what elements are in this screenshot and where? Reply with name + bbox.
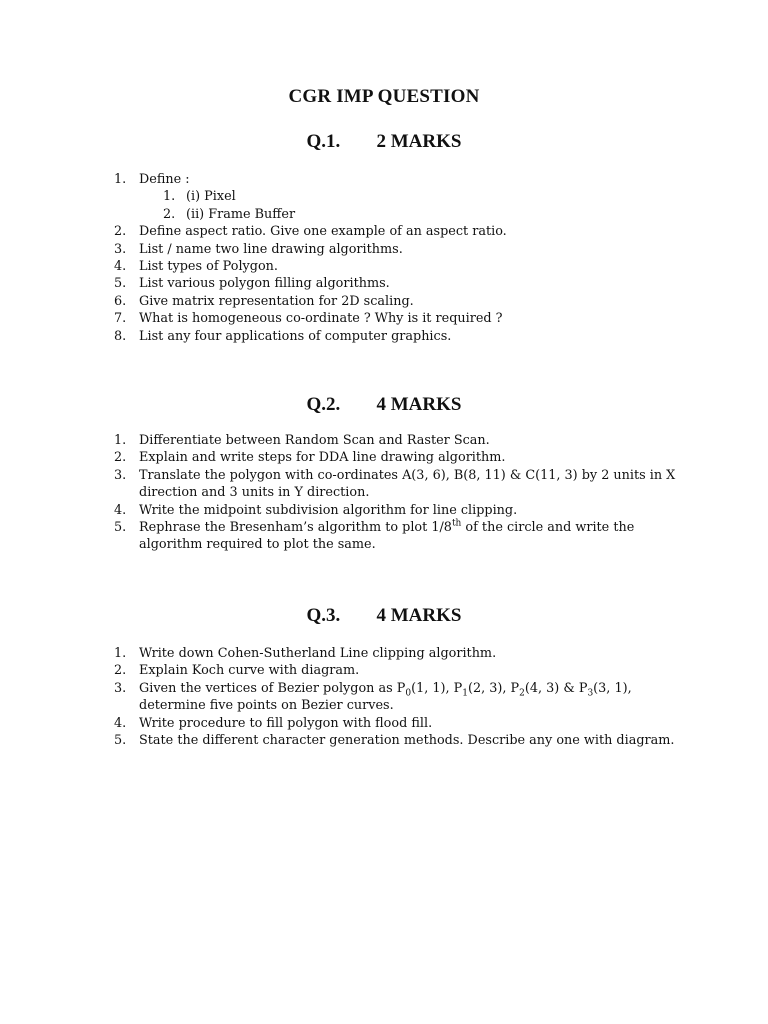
section-heading-q3 <box>0 605 768 627</box>
list-item <box>114 680 694 715</box>
list-item <box>114 715 694 732</box>
sub-list <box>139 188 694 223</box>
text-run: Given the vertices of Bezier polygon as P <box>139 680 406 696</box>
item-text: List various polygon filling algorithms. <box>139 276 390 292</box>
item-text: Define : <box>139 172 190 187</box>
section-heading-q1 <box>0 131 768 153</box>
question-number: Q.3. <box>306 605 341 626</box>
text-run: (2, 3), P <box>468 680 520 696</box>
item-text: Write down Cohen-Sutherland Line clipping algorithm. <box>139 646 497 661</box>
item-text: List any four applications of computer graphics. <box>139 328 452 344</box>
item-text: Write the midpoint subdivision algorithm for line clipping. <box>139 502 518 518</box>
item-number: 3. <box>114 241 127 257</box>
section-heading-q2 <box>0 394 768 416</box>
item-text: Write procedure to fill polygon with flood fill. <box>139 715 433 731</box>
subscript: 0 <box>405 688 412 699</box>
question-list-q2 <box>114 432 694 554</box>
marks-label: 4 MARKS <box>376 394 462 415</box>
item-number: 4. <box>114 502 127 518</box>
subscript: 3 <box>587 688 594 699</box>
list-item <box>114 519 694 554</box>
sub-item-number: 2. <box>163 206 176 222</box>
marks-label: 2 MARKS <box>376 131 462 152</box>
list-item <box>114 310 694 327</box>
sub-item-text: (ii) Frame Buffer <box>186 206 296 222</box>
item-text: Explain Koch curve with diagram. <box>139 663 360 679</box>
question-list-q1 <box>114 171 694 345</box>
list-item <box>114 432 694 449</box>
item-text: Explain and write steps for DDA line drawing algorithm. <box>139 450 506 466</box>
item-text: Differentiate between Random Scan and Raster Scan. <box>139 433 490 448</box>
list-item <box>114 293 694 310</box>
item-text <box>139 681 632 713</box>
text-run: (4, 3) & P <box>524 680 588 696</box>
item-number: 6. <box>114 293 127 309</box>
question-list-q3 <box>114 645 694 749</box>
item-number: 2. <box>114 224 127 240</box>
item-number: 5. <box>114 520 127 536</box>
item-number: 3. <box>114 467 127 483</box>
list-item <box>114 502 694 519</box>
marks-label: 4 MARKS <box>376 605 462 626</box>
item-number: 3. <box>114 680 127 696</box>
sub-item-number: 1. <box>163 189 176 205</box>
list-item <box>114 449 694 466</box>
list-item <box>114 662 694 679</box>
subscript: 2 <box>519 688 525 699</box>
item-number: 7. <box>114 311 127 327</box>
item-number: 4. <box>114 715 127 731</box>
item-text: List / name two line drawing algorithms. <box>139 241 403 257</box>
list-item <box>114 223 694 240</box>
item-number: 1. <box>114 646 127 661</box>
item-text: Translate the polygon with co-ordinates A(3, 6), B(8, 11) & C(11, 3) by 2 units in X direction and 3 units in Y direction. <box>139 467 676 501</box>
item-text: State the different character generation methods. Describe any one with diagram. <box>139 733 675 749</box>
question-number: Q.1. <box>306 131 341 152</box>
list-item <box>114 467 694 502</box>
sub-item-text: (i) Pixel <box>186 189 236 205</box>
item-number: 5. <box>114 733 127 749</box>
subscript: 1 <box>462 688 468 699</box>
item-number: 2. <box>114 450 127 466</box>
text-run: of the circle and write the algorithm required to plot the same. <box>139 520 635 553</box>
item-text: What is homogeneous co-ordinate ? Why is it required ? <box>139 311 503 327</box>
sub-list-item <box>139 188 694 205</box>
item-text: Give matrix representation for 2D scaling. <box>139 293 414 309</box>
text-run: (1, 1), P <box>411 680 463 696</box>
item-text: Define aspect ratio. Give one example of an aspect ratio. <box>139 224 507 240</box>
item-number: 5. <box>114 276 127 292</box>
list-item <box>114 171 694 223</box>
item-number: 8. <box>114 328 127 344</box>
item-number: 2. <box>114 663 127 679</box>
list-item <box>114 732 694 749</box>
list-item <box>114 275 694 292</box>
sub-list-item <box>139 206 694 223</box>
superscript: th <box>451 518 462 529</box>
list-item <box>114 645 694 662</box>
list-item <box>114 241 694 258</box>
list-item <box>114 258 694 275</box>
item-number: 1. <box>114 172 127 187</box>
item-number: 1. <box>114 433 127 448</box>
list-item <box>114 328 694 345</box>
item-text <box>139 520 634 552</box>
item-number: 4. <box>114 259 127 275</box>
text-run: (3, 1), determine five points on Bezier curves. <box>139 680 632 714</box>
item-text: List types of Polygon. <box>139 259 278 275</box>
question-number: Q.2. <box>306 394 341 415</box>
document-title: CGR IMP QUESTION <box>288 86 480 107</box>
text-run: Rephrase the Bresenham’s algorithm to plot 1/8 <box>139 520 452 536</box>
